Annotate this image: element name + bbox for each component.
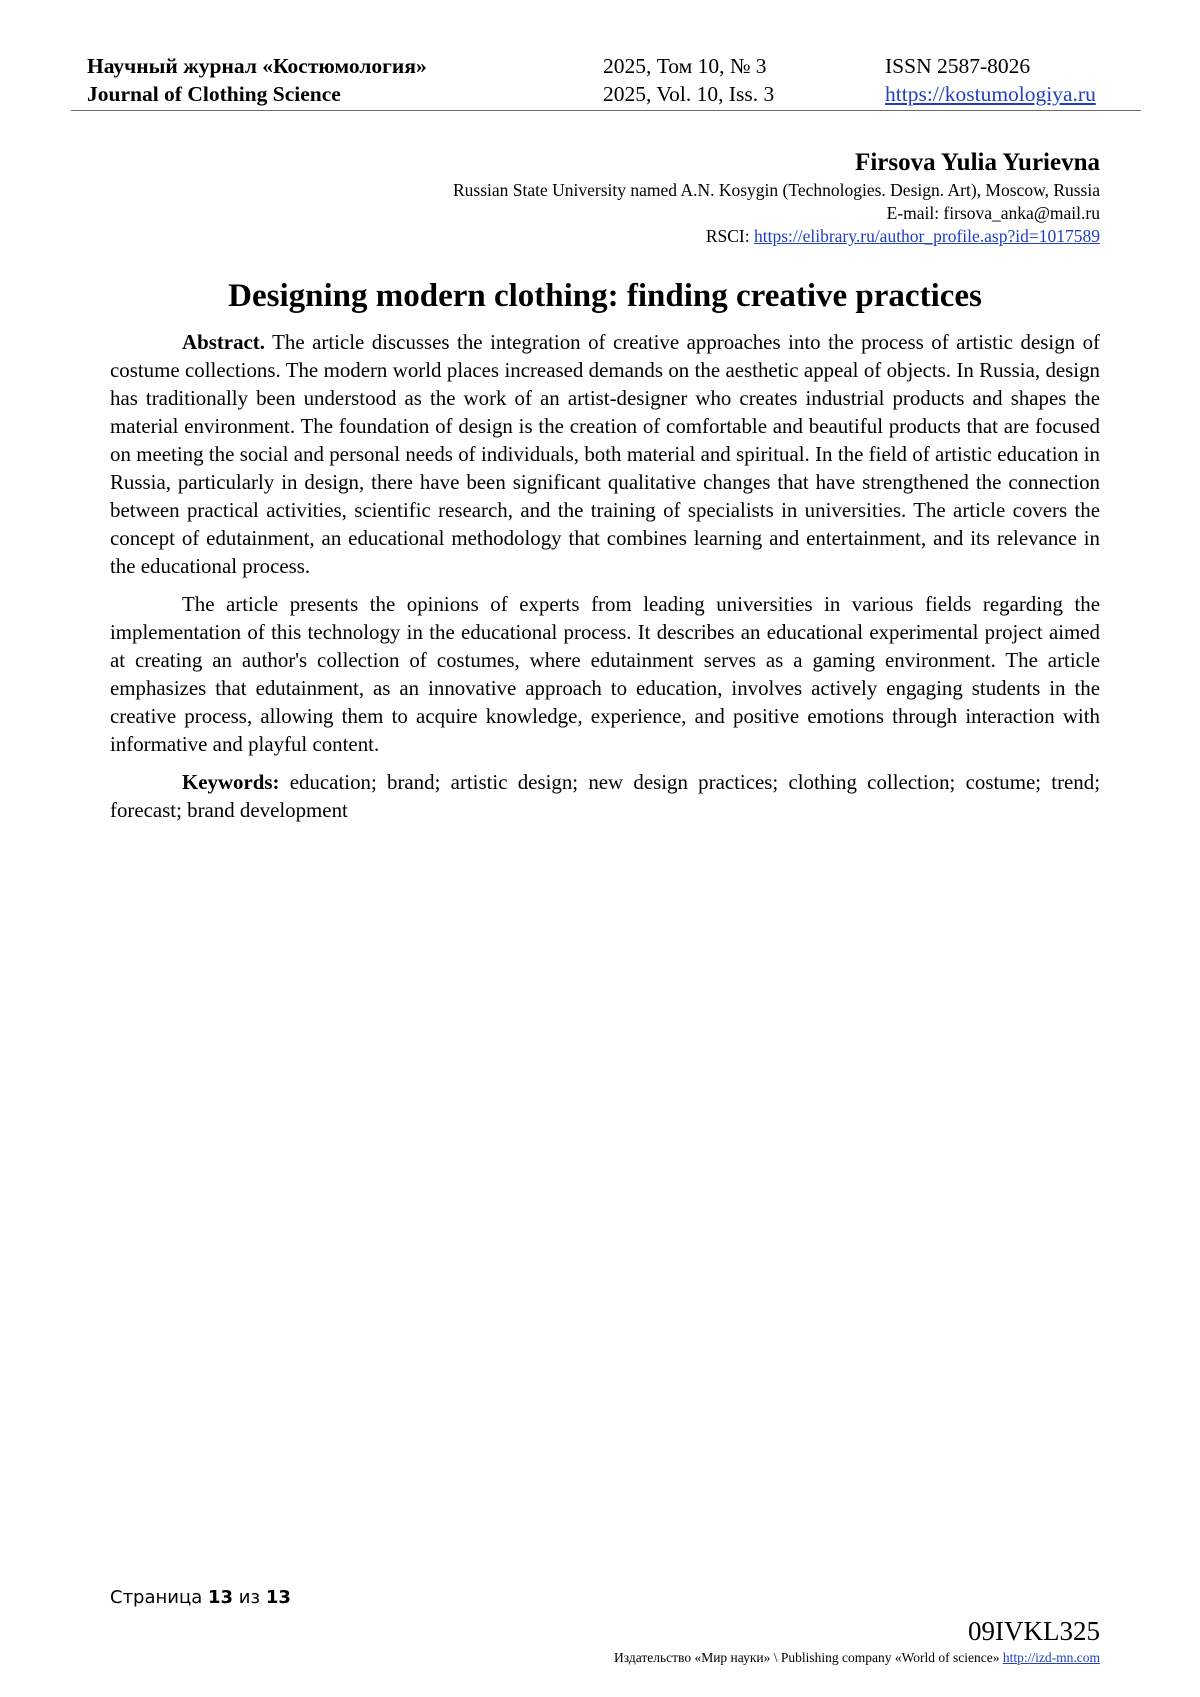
page-total: 13 [265,1587,291,1608]
issue-column [603,52,774,108]
author-name: Firsova Yulia Yurievna [855,149,1100,176]
journal-name-en: Journal of Clothing Science [87,82,341,106]
issue-info-en: 2025, Vol. 10, Iss. 3 [603,82,775,106]
article-body [110,328,1100,834]
issn-column [885,52,1096,108]
author-rsci [453,225,1100,248]
publisher-line [614,1650,1100,1666]
journal-name-ru: Научный журнал «Костюмология» [87,54,427,78]
keywords-text: education; brand; artistic design; new design practices; clothing collection; costume; trend; forecast; brand development [110,770,1101,822]
abstract-paragraph [110,328,1100,580]
abstract-label: Abstract. [182,330,265,354]
page-of: из [238,1587,261,1608]
article-title: Designing modern clothing: finding creative practices [228,278,982,314]
abstract-text: The article discusses the integration of creative approaches into the process of artistic design of costume collections. The modern world places increased demands on the aesthetic appeal of objects. In Russia, design has traditionally been understood as the work of an artist-designer who creates industrial products and shapes the material environment. The foundation of design is the creation of comfortable and beautiful products that are focused on meeting the social and personal needs of individuals, both material and spiritual. In the field of artistic education in Russia, particularly in design, there have been significant qualitative changes that have strengthened the connection between practical activities, scientific research, and the training of specialists in universities. The article covers the concept of edutainment, an educational methodology that combines learning and entertainment, and its relevance in the educational process. [110,330,1100,578]
article-code: 09IVKL325 [968,1616,1100,1646]
keywords-label: Keywords: [182,770,280,794]
keywords-paragraph [110,768,1100,824]
journal-name-column [87,52,427,108]
journal-header [71,52,1141,111]
page-current: 13 [208,1587,234,1608]
publisher-name: Издательство «Мир науки» \ Publishing company «World of science» [614,1650,1000,1665]
issn: ISSN 2587-8026 [885,54,1031,78]
author-block [453,147,1100,248]
rsci-profile-link[interactable]: https://elibrary.ru/author_profile.asp?id=1017589 [753,226,1100,246]
rsci-label: RSCI: [705,226,750,246]
issue-info-ru: 2025, Том 10, № 3 [603,54,767,78]
abstract-paragraph-2: The article presents the opinions of experts from leading universities in various fields regarding the implementation of this technology in the educational process. It describes an educational experimental project aimed at creating an author's collection of costumes, where edutainment serves as a gaming environment. The article emphasizes that edutainment, as an innovative approach to education, involves actively engaging students in the creative process, allowing them to acquire knowledge, experience, and positive emotions through interaction with informative and playful content. [110,592,1100,756]
publisher-link[interactable]: http://izd-mn.com [1002,1650,1100,1665]
author-email: E-mail: firsova_anka@mail.ru [886,203,1100,223]
author-affiliation: Russian State University named A.N. Kosygin (Technologies. Design. Art), Moscow, Russia [452,180,1100,200]
page-number [110,1587,291,1608]
page-prefix: Страница [110,1587,203,1608]
journal-website-link[interactable]: https://kostumologiya.ru [885,82,1096,106]
